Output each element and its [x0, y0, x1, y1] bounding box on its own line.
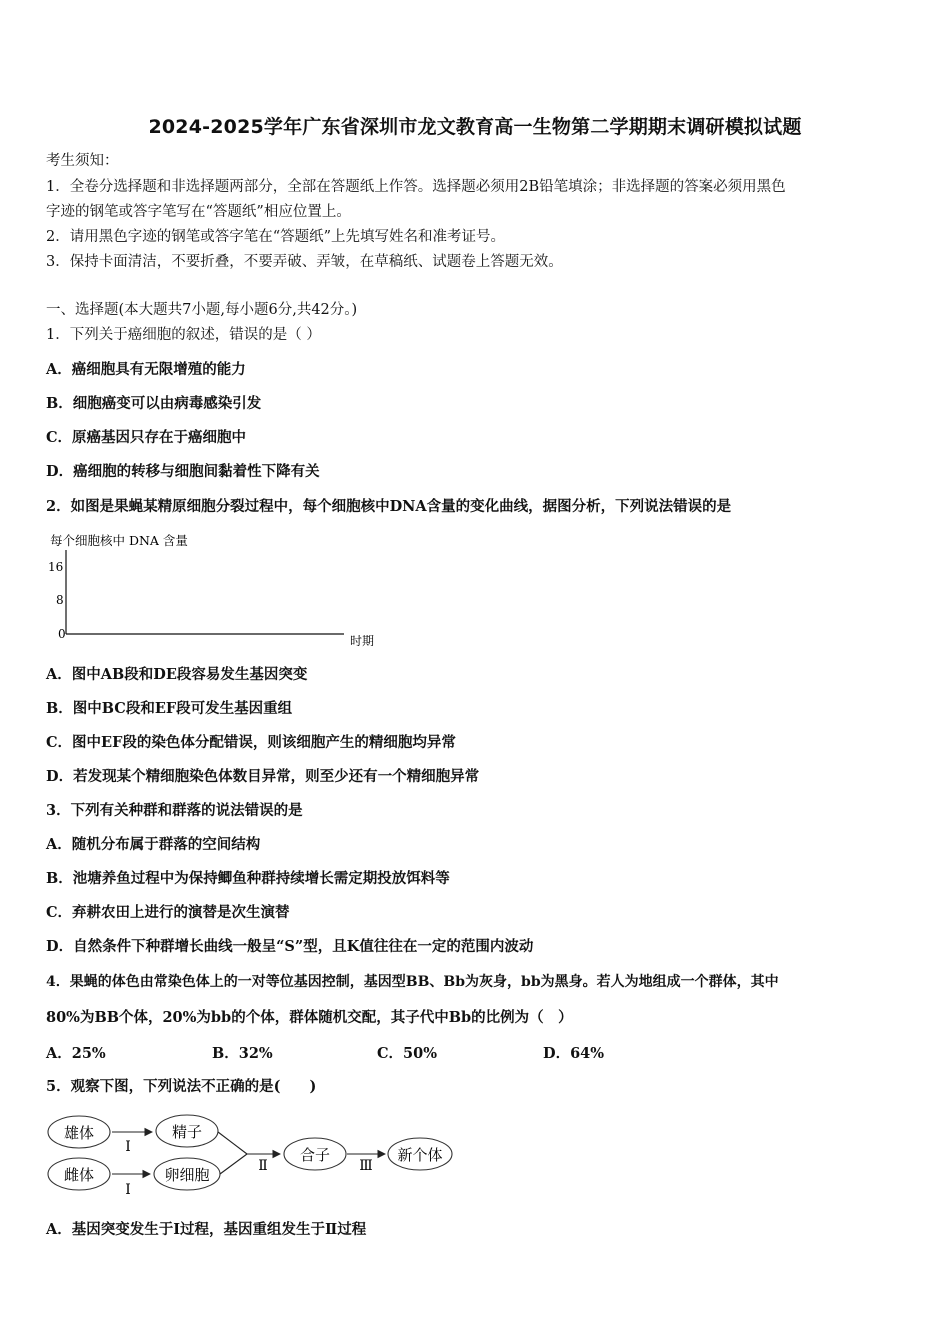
notice-line-3: 2．请用黑色字迹的钢笔或答字笔在“答题纸”上先填写姓名和准考证号。 — [46, 229, 506, 245]
node-male-label: 雄体 — [63, 1124, 95, 1142]
dna-content-chart — [44, 528, 389, 654]
q4-stem-line-2: 80%为BB个体，20%为bb的个体，群体随机交配，其子代中Bb的比例为（ ） — [46, 1009, 573, 1026]
y-tick-8: 8 — [56, 593, 64, 607]
label-process-1-bottom: Ⅰ — [125, 1182, 131, 1198]
label-process-2: Ⅱ — [258, 1158, 268, 1174]
section-heading: 一、选择题(本大题共7小题,每小题6分,共42分。) — [46, 302, 358, 318]
label-process-1-top: Ⅰ — [125, 1139, 131, 1155]
node-egg — [154, 1158, 220, 1190]
q1-stem: 1．下列关于癌细胞的叙述，错误的是（ ） — [46, 327, 321, 343]
y-tick-16: 16 — [48, 560, 64, 574]
q2-stem: 2．如图是果蝇某精原细胞分裂过程中，每个细胞核中DNA含量的变化曲线，据图分析，下列说法错误的是 — [46, 498, 732, 515]
q4-option-d: D．64% — [543, 1045, 605, 1062]
notice-line-4: 3．保持卡面清洁，不要折叠，不要弄破、弄皱，在草稿纸、试题卷上答题无效。 — [46, 254, 563, 270]
q4-option-c: C．50% — [377, 1045, 437, 1062]
q5-stem: 5．观察下图，下列说法不正确的是( ) — [46, 1078, 317, 1095]
q1-option-a: A．癌细胞具有无限增殖的能力 — [46, 361, 246, 378]
q1-option-b: B．细胞癌变可以由病毒感染引发 — [46, 395, 262, 412]
q4-option-a: A．25% — [46, 1045, 106, 1062]
q3-option-c: C．弃耕农田上进行的演替是次生演替 — [46, 904, 290, 921]
q4-stem-line-1: 4．果蝇的体色由常染色体上的一对等位基因控制，基因型BB、Bb为灰身，bb为黑身。若人为地组成一个群体，其中 — [46, 974, 779, 990]
node-female — [48, 1158, 110, 1190]
node-new-individual — [388, 1138, 452, 1170]
q4-option-b: B．32% — [212, 1045, 273, 1062]
y-tick-0: 0 — [58, 627, 66, 641]
chart-title: 每个细胞核中 DNA 含量 — [50, 533, 188, 548]
merge-line-top — [218, 1132, 247, 1154]
node-zygote — [284, 1138, 346, 1170]
node-sperm — [156, 1115, 218, 1147]
q5-option-a: A．基因突变发生于Ⅰ过程，基因重组发生于Ⅱ过程 — [46, 1221, 367, 1238]
node-zygote-label: 合子 — [299, 1146, 331, 1164]
node-sperm-label: 精子 — [171, 1123, 203, 1141]
q3-option-d: D．自然条件下种群增长曲线一般呈“S”型，且K值往往在一定的范围内波动 — [46, 938, 534, 955]
q2-option-c: C．图中EF段的染色体分配错误，则该细胞产生的精细胞均异常 — [46, 734, 456, 751]
node-male — [48, 1116, 110, 1148]
q3-option-b: B．池塘养鱼过程中为保持鲫鱼种群持续增长需定期投放饵料等 — [46, 870, 450, 887]
page-title: 2024-2025学年广东省深圳市龙文教育高一生物第二学期期末调研模拟试题 — [148, 116, 802, 138]
q2-option-a: A．图中AB段和DE段容易发生基因突变 — [46, 666, 308, 683]
node-female-label: 雌体 — [63, 1166, 95, 1184]
q3-stem: 3．下列有关种群和群落的说法错误的是 — [46, 802, 303, 819]
node-egg-label: 卵细胞 — [164, 1166, 210, 1184]
node-new-individual-label: 新个体 — [397, 1146, 443, 1164]
reproduction-flow-diagram — [44, 1108, 464, 1198]
q1-option-c: C．原癌基因只存在于癌细胞中 — [46, 429, 247, 446]
notice-line-2: 字迹的钢笔或答字笔写在“答题纸”相应位置上。 — [46, 204, 351, 220]
notice-heading: 考生须知： — [46, 153, 119, 169]
label-process-3: Ⅲ — [359, 1158, 373, 1174]
q1-option-d: D．癌细胞的转移与细胞间黏着性下降有关 — [46, 463, 320, 480]
q2-option-b: B．图中BC段和EF段可发生基因重组 — [46, 700, 293, 717]
merge-line-bottom — [220, 1154, 247, 1174]
notice-line-1: 1．全卷分选择题和非选择题两部分，全部在答题纸上作答。选择题必须用2B铅笔填涂；非选择题的答案必须用黑色 — [46, 179, 786, 195]
q2-option-d: D．若发现某个精细胞染色体数目异常，则至少还有一个精细胞异常 — [46, 768, 480, 785]
q3-option-a: A．随机分布属于群落的空间结构 — [46, 836, 261, 853]
x-axis-label: 时期 — [350, 634, 375, 648]
